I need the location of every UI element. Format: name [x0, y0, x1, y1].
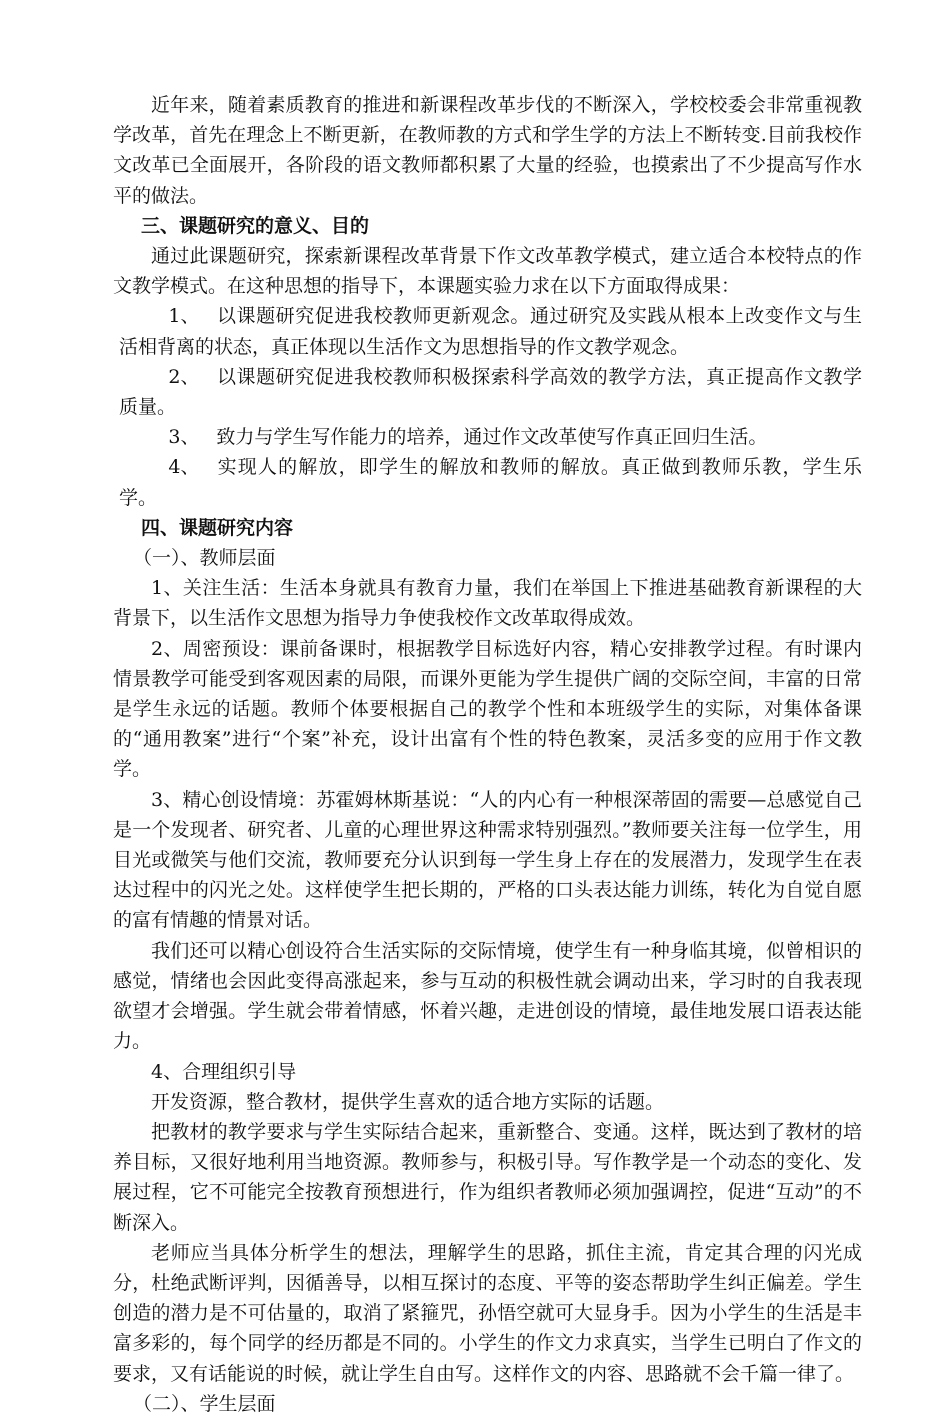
goal-item-1 [113, 301, 862, 361]
goal-number: 2、 [168, 365, 200, 388]
goal-item-2 [113, 362, 862, 422]
goal-number: 4、 [168, 456, 200, 479]
paragraph-teacher-4c: 老师应当具体分析学生的想法，理解学生的思路，抓住主流，肯定其合理的闪光成分，杜绝武断评判，因循善导，以相互探讨的态度、平等的姿态帮助学生纠正偏差。学生创造的潜力是不可估量的，取消了紧箍咒，孙悟空就可大显身手。因为小学生的生活是丰富多彩的，每个同学的经历都是不同的。小学生的作文力求真实，当学生已明白了作文的要求，又有话能说的时候，就让学生自由写。这样作文的内容、思路就不会千篇一律了。 [113, 1241, 862, 1385]
section-heading-4: 四、课题研究内容 [141, 516, 294, 539]
paragraph-teacher-4b: 把教材的教学要求与学生实际结合起来，重新整合、变通。这样，既达到了教材的培养目标，又很好地利用当地资源。教师参与，积极引导。写作教学是一个动态的变化、发展过程，它不可能完全按教育预想进行，作为组织者教师必须加强调控，促进“互动”的不断深入。 [113, 1120, 862, 1234]
paragraph-teacher-4: 4、合理组织引导 [151, 1060, 297, 1083]
subheading-student: （二）、学生层面 [133, 1392, 276, 1415]
paragraph-intro: 近年来，随着素质教育的推进和新课程改革步伐的不断深入，学校校委会非常重视教学改革，首先在理念上不断更新，在教师教的方式和学生学的方法上不断转变.目前我校作文改革已全面展开，各阶段的语文教师都积累了大量的经验，也摸索出了不少提高写作水平的做法。 [113, 94, 862, 207]
goal-text: 以课题研究促进我校教师积极探索科学高效的教学方法，真正提高作文教学质量。 [119, 365, 862, 419]
paragraph-teacher-1: 1、关注生活：生活本身就具有教育力量，我们在举国上下推进基础教育新课程的大背景下，以生活作文思想为指导力争使我校作文改革取得成效。 [113, 577, 862, 630]
paragraph-purpose: 通过此课题研究，探索新课程改革背景下作文改革教学模式，建立适合本校特点的作文教学模式。在这种思想的指导下，本课题实验力求在以下方面取得成果： [113, 245, 862, 298]
goal-text: 实现人的解放，即学生的解放和教师的解放。真正做到教师乐教，学生乐学。 [119, 456, 862, 509]
goal-number: 1、 [168, 305, 200, 328]
goal-text: 致力与学生写作能力的培养，通过作文改革使写作真正回归生活。 [216, 426, 768, 449]
paragraph-teacher-3b: 我们还可以精心创设符合生活实际的交际情境，使学生有一种身临其境，似曾相识的感觉，情绪也会因此变得高涨起来，参与互动的积极性就会调动出来，学习时的自我表现欲望才会增强。学生就会带着情感，怀着兴趣，走进创设的情境，最佳地发展口语表达能力。 [113, 939, 862, 1053]
paragraph-teacher-4a: 开发资源，整合教材，提供学生喜欢的适合地方实际的话题。 [151, 1090, 665, 1113]
paragraph-teacher-3: 3、精心创设情境：苏霍姆林斯基说：“人的内心有一种根深蒂固的需要—总感觉自己是一个发现者、研究者、儿童的心理世界这种需求特别强烈。”教师要关注每一位学生，用目光或微笑与他们交流，教师要充分认识到每一学生身上存在的发展潜力，发现学生在表达过程中的闪光之处。这样使学生把长期的，严格的口头表达能力训练，转化为自觉自愿的富有情趣的情景对话。 [113, 788, 862, 932]
goal-text: 以课题研究促进我校教师更新观念。通过研究及实践从根本上改变作文与生活相背离的状态，真正体现以生活作文为思想指导的作文教学观念。 [119, 305, 862, 358]
goal-number: 3、 [168, 426, 200, 449]
goal-item-3 [113, 422, 862, 452]
paragraph-teacher-2: 2、周密预设：课前备课时，根据教学目标选好内容，精心安排教学过程。有时课内情景教学可能受到客观因素的局限，而课外更能为学生提供广阔的交际空间，丰富的日常是学生永远的话题。教师个体要根据自己的教学个性和本班级学生的实际，对集体备课的“通用教案”进行“个案”补充，设计出富有个性的特色教案，灵活多变的应用于作文教学。 [113, 637, 862, 781]
section-heading-3: 三、课题研究的意义、目的 [141, 214, 370, 237]
subheading-teacher: （一）、教师层面 [133, 547, 276, 570]
goal-item-4 [113, 452, 862, 512]
